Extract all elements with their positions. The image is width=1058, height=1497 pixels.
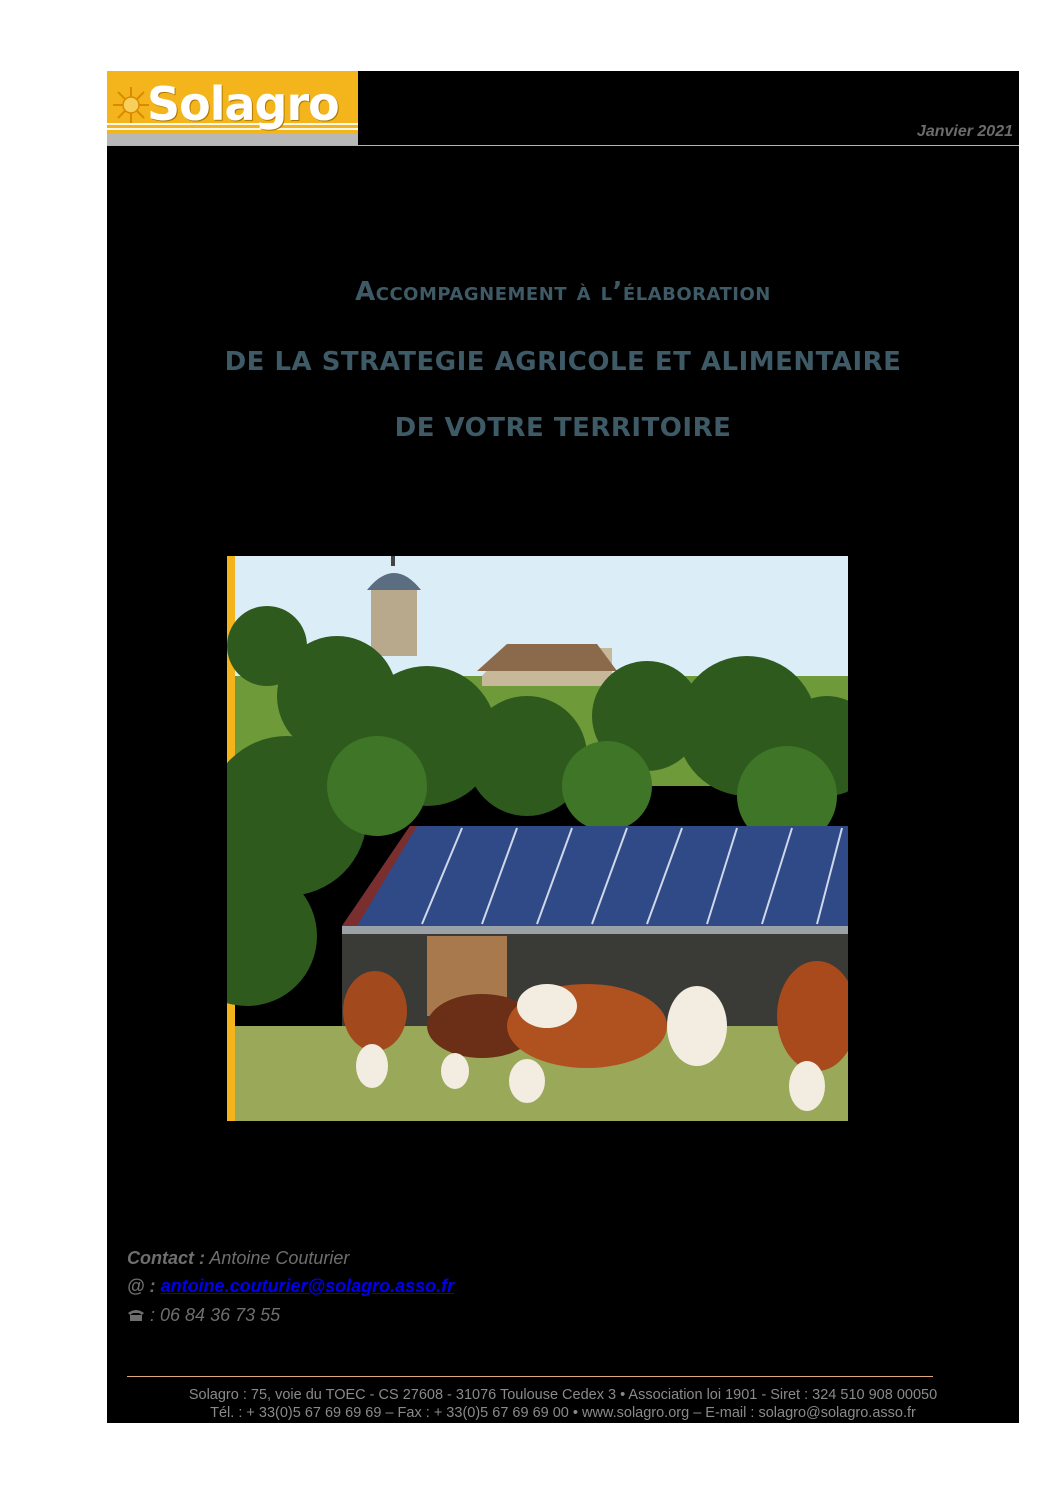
contact-name: Antoine Couturier	[209, 1248, 350, 1268]
phone-icon	[127, 1308, 145, 1322]
footer-divider	[127, 1376, 933, 1377]
contact-email-link[interactable]: antoine.couturier@solagro.asso.fr	[160, 1276, 455, 1296]
contact-name-line	[127, 1248, 349, 1269]
logo-wordmark: Solagro	[147, 77, 339, 131]
sun-icon	[111, 85, 151, 125]
header-divider	[107, 145, 1019, 146]
cover-page	[107, 71, 1019, 1423]
contact-label: Contact :	[127, 1248, 205, 1268]
footer-contact-details: Tél. : + 33(0)5 67 69 69 69 – Fax : + 33(0)5 67 69 69 00 • www.solagro.org – E-mail : solagro@solagro.asso.fr	[210, 1405, 916, 1421]
contact-phone-line	[127, 1305, 280, 1326]
solagro-logo	[107, 71, 358, 145]
title-line-2: DE LA STRATEGIE AGRICOLE ET ALIMENTAIRE	[224, 347, 902, 377]
title-line-3: DE VOTRE TERRITOIRE	[394, 413, 732, 443]
title-line-1: Accompagnement à l’élaboration	[355, 277, 771, 307]
footer-address: Solagro : 75, voie du TOEC - CS 27608 - 31076 Toulouse Cedex 3 • Association loi 1901 - Siret : 324 510 908 00050	[188, 1387, 938, 1403]
contact-phone: : 06 84 36 73 55	[150, 1305, 281, 1325]
document-date: Janvier 2021	[916, 123, 1013, 140]
cover-photo-farm	[227, 556, 848, 1121]
contact-email-line	[127, 1276, 454, 1297]
email-label: @ :	[127, 1276, 156, 1296]
